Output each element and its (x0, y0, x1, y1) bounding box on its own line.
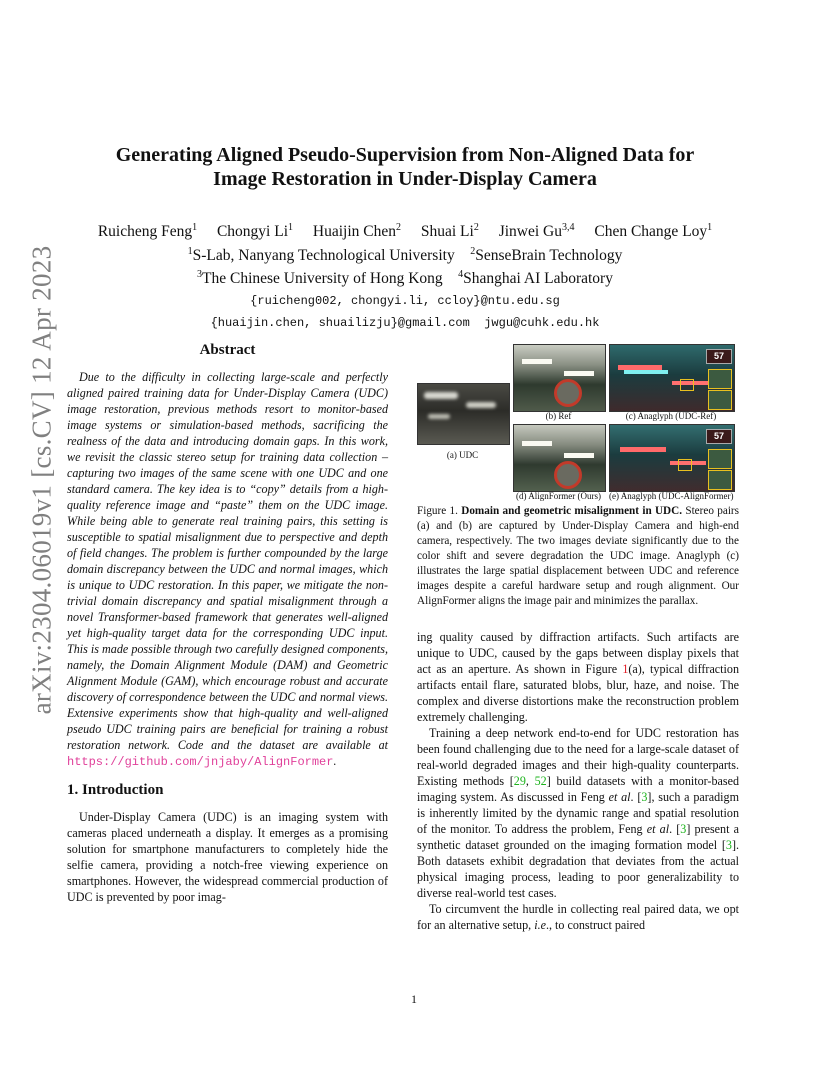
label-c: (c) Anaglyph (UDC-Ref) (625, 411, 717, 421)
label-a: (a) UDC (446, 450, 479, 460)
abstract-text: Due to the difficulty in collecting large-scale and perfectly aligned paired training data for Under-Display Camera (UDC) image restoration, previous methods resort to monitor-based image systems or simulation-based methods, sacrificing the realness of the data and introducing domain gaps. In this work, we revisit the classic stereo setup for training data collection – capturing two images of the same scene with one UDC and one standard camera. The key idea is to “copy” details from a high-quality reference image and “paste” them on the UDC image. While being able to generate real training pairs, this setting is susceptible to spatial misalignment due to perspective and depth of field changes. The problem is further compounded by the large domain discrepancy between the UDC and normal images, which is unique to UDC restoration. In this paper, we mitigate the non-trivial domain discrepancy and spatial misalignment through a novel Transformer-based framework that generates well-aligned yet high-quality target data for the corresponding UDC input. This is made possible through two carefully designed components, namely, the Domain Alignment Module (DAM) and Geometric Alignment Module (GAM), which encourage robust and accurate discovery of correspondence between the UDC and normal views. Extensive experiments show that high-quality and well-aligned pseudo UDC training pairs are beneficial for training a robust restoration network. Code and the dataset are available at (67, 370, 388, 752)
figure-1-caption: Figure 1. Domain and geometric misalignment in UDC. Stereo pairs (a) and (b) are captured by Under-Display Camera and high-end camera, respectively. The two images deviate significantly due to the color shift and severe degradation the UDC image. Anaglyph (c) illustrates the large spatial displacement between UDC and reference images despite a careful hardware setup and rough alignment. Our AlignFormer aligns the image pair and minimizes the parallax. (417, 505, 740, 607)
right-paragraph-2: Training a deep network end-to-end for UDC restoration has been found challenging due to the need for a large-scale dataset of real-world degraded images and their high-quality counterparts. Existing methods [29, 52] build datasets with a monitor-based imaging system. As discussed in Feng et al. [3], such a paradigm is inherently limited by the dynamic range and spatial resolution of the monitor. To address the problem, Feng et al. [3] present a synthetic dataset grounded on the imaging formation model [3]. Both datasets exhibit degradation that deviates from the actual physical imaging process, leading to poor generalizability to diverse real-world test cases. (417, 726, 739, 900)
title-line-2: Image Restoration in Under-Display Camera (213, 168, 597, 190)
left-column (67, 342, 388, 905)
udc-image (417, 383, 510, 445)
figure-1 (417, 338, 739, 504)
author: Huaijin Chen$^2$ (312, 222, 401, 241)
alignformer-image (513, 424, 606, 492)
affiliation: $^4$Shanghai AI Laboratory (458, 269, 613, 288)
citation-link[interactable]: 29 (513, 774, 526, 788)
right-column (417, 338, 739, 933)
email: jwgu@cuhk.edu.hk (484, 316, 600, 331)
arxiv-stamp (22, 245, 62, 715)
email-line-1: {ruicheng002, chongyi.li, ccloy}@ntu.edu.sg (250, 293, 560, 308)
author: Chongyi Li$^1$ (216, 222, 294, 241)
code-link[interactable]: https://github.com/jnjaby/AlignFormer (67, 755, 334, 769)
affiliation-line-2 (60, 265, 750, 289)
ref-image (513, 344, 606, 412)
label-b: (b) Ref (545, 411, 572, 421)
right-paragraph-3: To circumvent the hurdle in collecting real paired data, we opt for an alternative setup, i.e., to construct paired (417, 902, 739, 932)
sign-57: 57 (706, 349, 732, 364)
sign-57: 57 (706, 429, 732, 444)
affiliation: $^2$SenseBrain Technology (470, 245, 623, 264)
abstract-heading: Abstract (199, 342, 256, 358)
arxiv-stamp-text: arXiv:2304.06019v1 [cs.CV] 12 Apr 2023 (26, 245, 57, 715)
citation-link[interactable]: 3 (680, 822, 687, 836)
email: {huaijin.chen, shuailizju}@gmail.com (210, 316, 470, 331)
author-block (60, 218, 750, 334)
label-e: (e) Anaglyph (UDC-AlignFormer) (609, 491, 734, 501)
author: Chen Change Loy$^1$ (594, 222, 713, 241)
author: Ruicheng Feng$^1$ (97, 222, 198, 241)
citation-link[interactable]: 3 (641, 790, 648, 804)
intro-paragraph: Under-Display Camera (UDC) is an imaging system with cameras placed underneath a display. It emerges as a promising solution for smartphone manufacturers to completely hide the selfie camera, providing a notch-free viewing experience on smartphones. However, the widespread commercial production of UDC is prevented by poor imag- (67, 810, 388, 904)
affiliation: $^3$The Chinese University of Hong Kong (197, 269, 443, 288)
affiliation: $^1$S-Lab, Nanyang Technological University (187, 245, 455, 264)
author-list (60, 218, 750, 242)
figure-ref-link[interactable]: 1 (622, 662, 629, 676)
abstract-paragraph: Due to the difficulty in collecting large-scale and perfectly aligned paired training data for Under-Display Camera (UDC) image restoration, previous methods resort to monitor-based image systems or simulation-based methods, sacrificing the realness of the data and introducing domain gaps. In this work, we revisit the classic stereo setup for training data collection – capturing two images of the same scene with one UDC and one standard camera. The key idea is to “copy” details from a high-quality reference image and “paste” them on the UDC image. While being able to generate real training pairs, this setting is susceptible to spatial misalignment due to perspective and depth of field changes. The problem is further compounded by the large domain discrepancy between the UDC and normal images, which is unique to UDC restoration. In this paper, we mitigate the non-trivial domain discrepancy and spatial misalignment through a novel Transformer-based framework that generates well-aligned yet high-quality target data for the corresponding UDC input. This is made possible through two carefully designed components, namely, the Domain Alignment Module (DAM) and Geometric Alignment Module (GAM), which encourage robust and accurate discovery of correspondence between the UDC and normal views. Extensive experiments show that high-quality and well-aligned pseudo UDC training pairs are beneficial for training a robust restoration network. Code and the dataset are available at https://github.com/jnjaby/AlignFormer. (67, 370, 388, 769)
citation-link[interactable]: 3 (725, 838, 732, 852)
label-d: (d) AlignFormer (Ours) (516, 491, 601, 501)
right-paragraph-1: ing quality caused by diffraction artifacts. Such artifacts are unique to UDC, caused by the gaps between display pixels that act as an aperture. As shown in Figure 1(a), typical diffraction artifacts entail flare, saturated blobs, blur, haze, and noise. The complex and diverse distortions make the reconstruction problem extremely challenging. (417, 630, 739, 724)
section-heading-introduction: 1. Introduction (67, 782, 164, 798)
anaglyph-udc-alignformer-image (609, 424, 735, 492)
paper-title (90, 143, 720, 191)
author: Jinwei Gu$^{3,4}$ (498, 222, 575, 241)
author: Shuai Li$^2$ (420, 222, 479, 241)
citation-link[interactable]: 52 (534, 774, 547, 788)
email-line-2 (60, 314, 750, 334)
affiliation-line-1 (60, 242, 750, 266)
anaglyph-udc-ref-image (609, 344, 735, 412)
title-line-1: Generating Aligned Pseudo-Supervision from Non-Aligned Data for (115, 144, 695, 166)
page-number: 1 (411, 992, 417, 1006)
